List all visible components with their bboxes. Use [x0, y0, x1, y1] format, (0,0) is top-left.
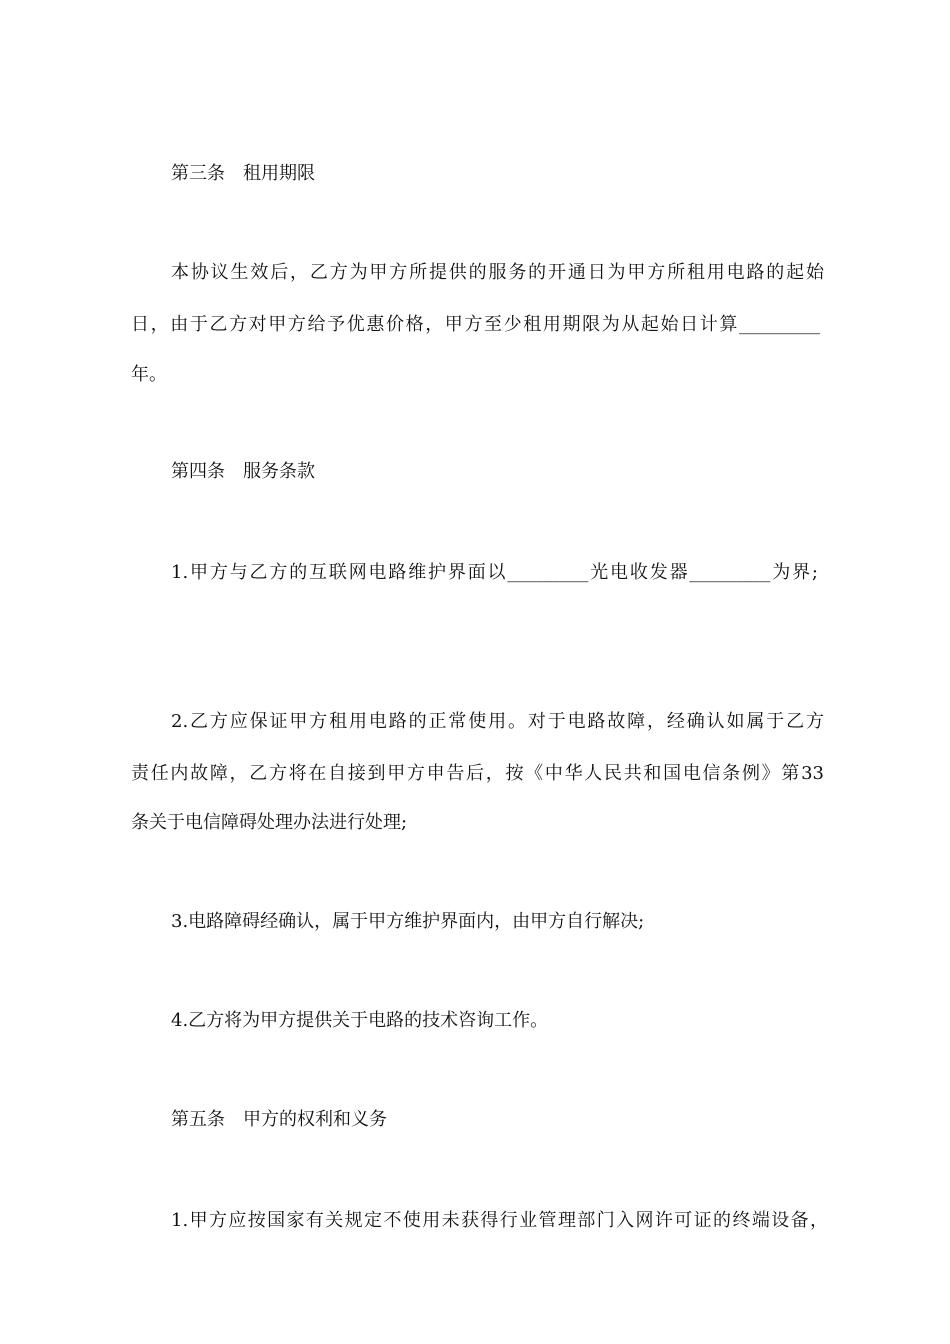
article-3-heading: 第三条 租用期限 — [171, 163, 315, 184]
article-4-item-1: 1.甲方与乙方的互联网电路维护界面以_________光电收发器_________为界; — [171, 562, 818, 583]
article-4-item-3: 3.电路障碍经确认，属于甲方维护界面内，由甲方自行解决; — [171, 911, 645, 932]
article-4-item-2-line-2: 责任内故障，乙方将在自接到甲方申告后，按《中华人民共和国电信条例》第33 — [131, 763, 824, 784]
article-4-heading: 第四条 服务条款 — [171, 461, 315, 482]
article-4-item-2-line-1: 2.乙方应保证甲方租用电路的正常使用。对于电路故障，经确认如属于乙方 — [171, 711, 824, 732]
article-5-heading: 第五条 甲方的权利和义务 — [171, 1109, 387, 1130]
article-5-item-1: 1.甲方应按国家有关规定不使用未获得行业管理部门入网许可证的终端设备， — [171, 1210, 828, 1231]
article-4-item-4: 4.乙方将为甲方提供关于电路的技术咨询工作。 — [171, 1010, 549, 1031]
article-4-item-2-line-3: 条关于电信障碍处理办法进行处理; — [131, 812, 408, 833]
article-3-paragraph-line-1: 本协议生效后，乙方为甲方所提供的服务的开通日为甲方所租用电路的起始 — [171, 262, 824, 283]
article-3-paragraph-line-2: 日，由于乙方对甲方给予优惠价格，甲方至少租用期限为从起始日计算_________ — [131, 314, 820, 335]
article-3-paragraph-line-3: 年。 — [131, 364, 167, 385]
